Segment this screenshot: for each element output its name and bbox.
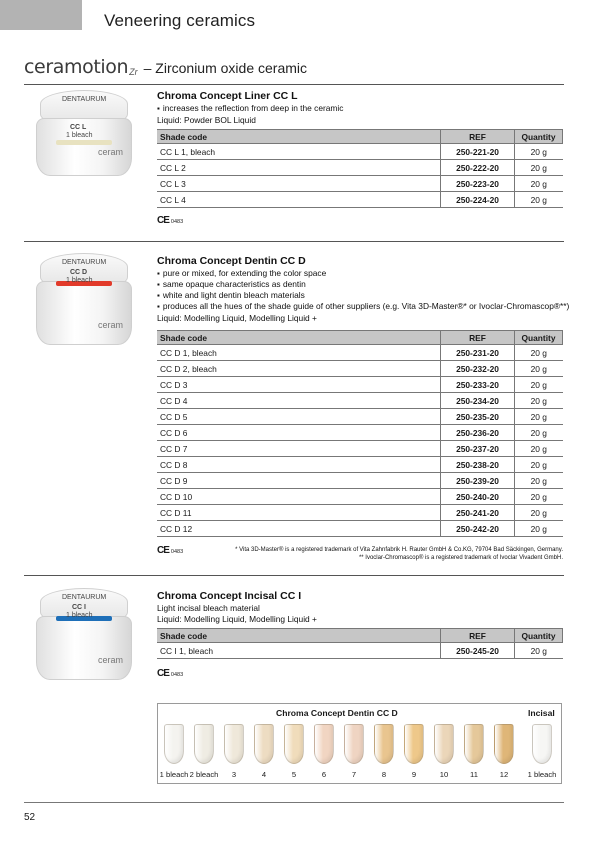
trademark-footnotes [235, 546, 563, 562]
table-row [157, 409, 563, 425]
col-quantity: Quantity [515, 629, 563, 643]
cell-ref: 250-240-20 [441, 489, 515, 505]
footnote-line: * Vita 3D-Master® is a registered trademark of Vita Zahnfabrik H. Rauter GmbH & Co.KG, 79704 Bad Säckingen, Germany. [235, 547, 563, 553]
ce-mark-icon: CE [157, 545, 169, 556]
ce-mark-liner [157, 215, 183, 226]
ce-mark-dentin [157, 545, 183, 556]
cell-shade: CC D 8 [157, 457, 441, 473]
shade-guide-incisal-title: Incisal [528, 708, 555, 718]
table-row [157, 425, 563, 441]
cell-shade: CC D 7 [157, 441, 441, 457]
cell-ref: 250-241-20 [441, 505, 515, 521]
col-ref: REF [441, 331, 515, 345]
incisal-table [157, 628, 563, 659]
shade-tab [284, 724, 304, 764]
cell-shade: CC L 1, bleach [157, 144, 441, 160]
page-title: Veneering ceramics [104, 11, 256, 30]
cell-shade: CC I 1, bleach [157, 643, 441, 659]
cell-qty: 20 g [515, 473, 563, 489]
shade-tab-label: 5 [291, 770, 297, 779]
liner-bullets [157, 103, 343, 114]
jar-code-text: CC L [70, 124, 87, 131]
table-row [157, 505, 563, 521]
product-jar-dentin [36, 253, 132, 353]
jar-shade-text: 1 bleach [66, 612, 93, 619]
cell-shade: CC D 3 [157, 377, 441, 393]
bullet-item: ▪ same opaque characteristics as dentin [157, 279, 569, 290]
bullet-item: ▪ produces all the hues of the shade guide of other suppliers (e.g. Vita 3D-Master®* or Ivoclar-Chromascop®**) [157, 301, 569, 312]
jar-code-text: CC I [72, 604, 86, 611]
cell-shade: CC D 9 [157, 473, 441, 489]
cell-qty: 20 g [515, 361, 563, 377]
col-ref: REF [441, 629, 515, 643]
col-shade-code: Shade code [157, 629, 441, 643]
shade-tab-label: 6 [321, 770, 327, 779]
cell-qty: 20 g [515, 345, 563, 361]
cell-ref: 250-239-20 [441, 473, 515, 489]
jar-side-text: ceram [98, 655, 124, 665]
table-row [157, 377, 563, 393]
table-row [157, 345, 563, 361]
cell-ref: 250-238-20 [441, 457, 515, 473]
cell-ref: 250-236-20 [441, 425, 515, 441]
table-row [157, 489, 563, 505]
brand-row [24, 52, 307, 78]
bullet-item: ▪ increases the reflection from deep in the ceramic [157, 103, 343, 114]
cell-ref: 250-237-20 [441, 441, 515, 457]
cell-qty: 20 g [515, 489, 563, 505]
shade-tab [532, 724, 552, 764]
col-quantity: Quantity [515, 331, 563, 345]
liner-table [157, 129, 563, 208]
shade-tab-label: 3 [231, 770, 237, 779]
col-shade-code: Shade code [157, 331, 441, 345]
incisal-liquid: Liquid: Modelling Liquid, Modelling Liquid + [157, 614, 317, 624]
table-row [157, 643, 563, 659]
section-divider [24, 575, 564, 576]
cell-qty: 20 g [515, 176, 563, 192]
shade-tab-label: 9 [411, 770, 417, 779]
col-quantity: Quantity [515, 130, 563, 144]
cell-shade: CC D 12 [157, 521, 441, 537]
jar-brand-text: DENTAURUM [62, 594, 107, 601]
header-gray-block [0, 0, 82, 30]
cell-ref: 250-222-20 [441, 160, 515, 176]
shade-tab-label: 4 [261, 770, 267, 779]
table-row [157, 160, 563, 176]
jar-shade-text: 1 bleach [66, 277, 93, 284]
ce-mark-icon: CE [157, 215, 169, 226]
cell-ref: 250-232-20 [441, 361, 515, 377]
cell-ref: 250-231-20 [441, 345, 515, 361]
section-divider [24, 84, 564, 85]
product-title-dentin: Chroma Concept Dentin CC D [157, 255, 306, 267]
product-jar-liner [36, 90, 132, 180]
jar-code-text: CC D [70, 269, 88, 276]
cell-shade: CC D 11 [157, 505, 441, 521]
cell-qty: 20 g [515, 393, 563, 409]
cell-ref: 250-235-20 [441, 409, 515, 425]
cell-shade: CC L 2 [157, 160, 441, 176]
shade-tab [254, 724, 274, 764]
cell-qty: 20 g [515, 425, 563, 441]
jar-side-text: ceram [98, 147, 124, 157]
bullet-item: ▪ white and light dentin bleach materials [157, 290, 569, 301]
jar-brand-text: DENTAURUM [62, 259, 107, 266]
footer-rule [24, 802, 564, 803]
shade-tab [374, 724, 394, 764]
shade-tab [344, 724, 364, 764]
shade-tab [314, 724, 334, 764]
shade-tab-label: 1 bleach [159, 770, 189, 779]
table-row [157, 441, 563, 457]
footnote-line: ** Ivoclar-Chromascop® is a registered trademark of Ivoclar Vivadent GmbH. [358, 555, 563, 561]
cell-qty: 20 g [515, 643, 563, 659]
cell-ref: 250-221-20 [441, 144, 515, 160]
col-ref: REF [441, 130, 515, 144]
shade-tab-label: 12 [499, 770, 509, 779]
cell-ref: 250-242-20 [441, 521, 515, 537]
cell-shade: CC D 4 [157, 393, 441, 409]
ce-mark-icon: CE [157, 668, 169, 679]
cell-qty: 20 g [515, 457, 563, 473]
cell-qty: 20 g [515, 409, 563, 425]
shade-tab [224, 724, 244, 764]
dentin-table [157, 330, 563, 537]
cell-ref: 250-245-20 [441, 643, 515, 659]
shade-tab-label: 11 [470, 770, 478, 779]
shade-tab [404, 724, 424, 764]
section-divider [24, 241, 564, 242]
table-row [157, 144, 563, 160]
product-jar-incisal [36, 588, 132, 688]
cell-qty: 20 g [515, 377, 563, 393]
shade-tab [494, 724, 514, 764]
jar-side-text: ceram [98, 320, 124, 330]
cell-shade: CC D 6 [157, 425, 441, 441]
table-row [157, 393, 563, 409]
shade-tab-label: 7 [351, 770, 357, 779]
table-row [157, 473, 563, 489]
product-title-incisal: Chroma Concept Incisal CC I [157, 590, 302, 602]
table-row [157, 521, 563, 537]
shade-tab [434, 724, 454, 764]
shade-tab-label: 2 bleach [189, 770, 219, 779]
shade-tab-label: 8 [381, 770, 387, 779]
ce-mark-incisal [157, 668, 183, 679]
ce-number: 0483 [170, 672, 184, 678]
shade-guide-panel [157, 703, 562, 784]
cell-ref: 250-233-20 [441, 377, 515, 393]
jar-band-liner [56, 140, 112, 145]
cell-shade: CC D 10 [157, 489, 441, 505]
cell-qty: 20 g [515, 521, 563, 537]
ce-number: 0483 [170, 549, 184, 555]
col-shade-code: Shade code [157, 130, 441, 144]
shade-tab [464, 724, 484, 764]
incisal-description: Light incisal bleach material [157, 603, 260, 613]
cell-ref: 250-223-20 [441, 176, 515, 192]
jar-brand-text: DENTAURUM [62, 96, 107, 103]
brand-logo: ceramotion [24, 56, 129, 78]
table-row [157, 176, 563, 192]
page-number: 52 [24, 812, 36, 823]
table-row [157, 361, 563, 377]
cell-qty: 20 g [515, 192, 563, 208]
cell-shade: CC D 2, bleach [157, 361, 441, 377]
shade-tab [194, 724, 214, 764]
cell-qty: 20 g [515, 144, 563, 160]
brand-tagline: – Zirconium oxide ceramic [143, 60, 308, 76]
jar-shade-text: 1 bleach [66, 132, 93, 139]
shade-tab-label: 10 [439, 770, 449, 779]
cell-ref: 250-234-20 [441, 393, 515, 409]
product-title-liner: Chroma Concept Liner CC L [157, 90, 298, 102]
dentin-liquid: Liquid: Modelling Liquid, Modelling Liquid + [157, 313, 317, 323]
brand-logo-sub: Zr [129, 67, 138, 77]
liner-liquid: Liquid: Powder BOL Liquid [157, 115, 256, 125]
cell-qty: 20 g [515, 160, 563, 176]
cell-qty: 20 g [515, 505, 563, 521]
ce-number: 0483 [170, 219, 184, 225]
table-row [157, 457, 563, 473]
cell-shade: CC D 5 [157, 409, 441, 425]
shade-guide-title: Chroma Concept Dentin CC D [276, 708, 398, 718]
cell-qty: 20 g [515, 441, 563, 457]
dentin-bullets [157, 268, 569, 312]
table-row [157, 192, 563, 208]
shade-tab [164, 724, 184, 764]
bullet-item: ▪ pure or mixed, for extending the color space [157, 268, 569, 279]
cell-shade: CC L 3 [157, 176, 441, 192]
shade-tab-label: 1 bleach [527, 770, 557, 779]
cell-ref: 250-224-20 [441, 192, 515, 208]
cell-shade: CC L 4 [157, 192, 441, 208]
cell-shade: CC D 1, bleach [157, 345, 441, 361]
